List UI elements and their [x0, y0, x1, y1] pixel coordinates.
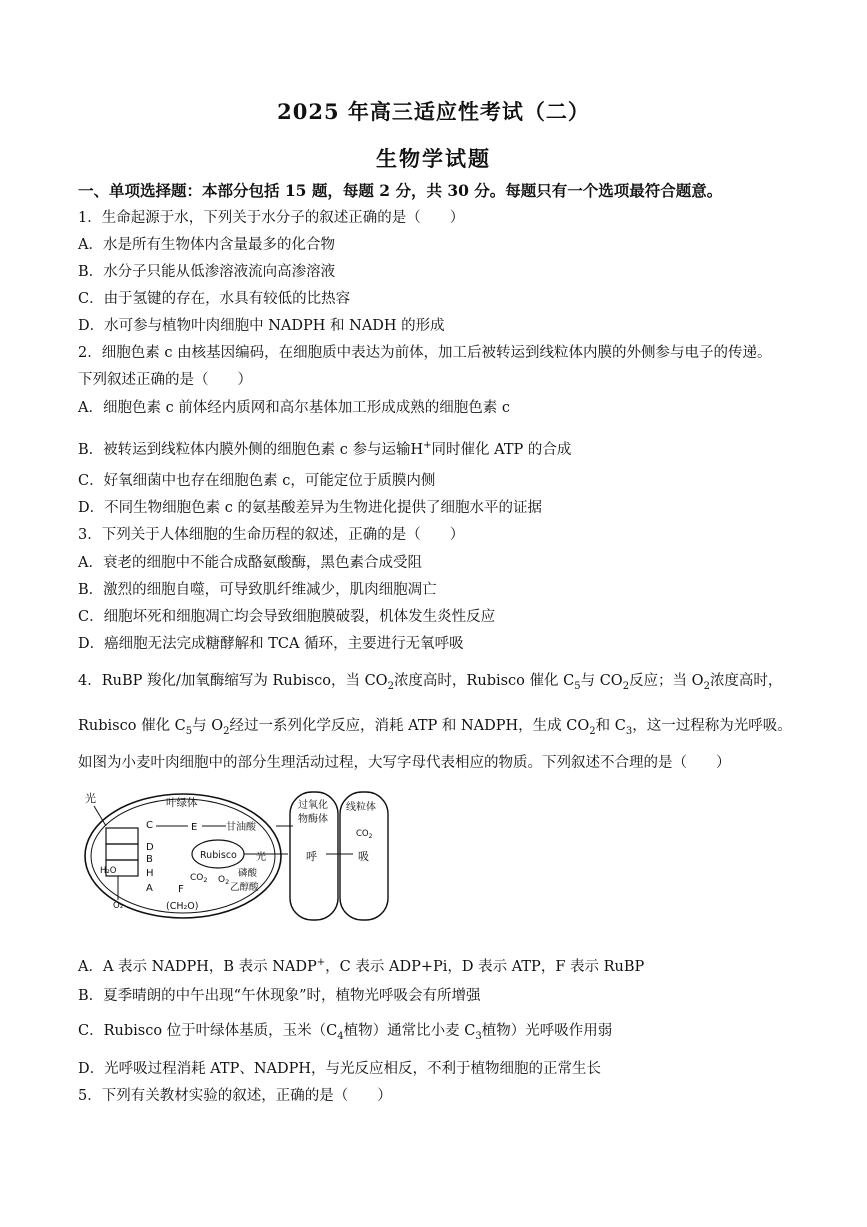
q4-c-text-2: 植物）通常比小麦 C — [343, 1023, 476, 1039]
q4-l2-text-3: 经过一系列化学反应，消耗 ATP 和 NADPH，生成 CO — [229, 718, 590, 734]
label-F: F — [178, 884, 184, 895]
light-label: 光 — [85, 792, 96, 805]
label-D: D — [146, 842, 154, 853]
q4-c-sub-1: 4 — [337, 1030, 344, 1042]
q4-a-sup: + — [316, 957, 326, 968]
q3-option-d: D．癌细胞无法完成糖酵解和 TCA 循环，主要进行无氧呼吸 — [78, 636, 464, 652]
peroxisome-label-2: 物酶体 — [298, 814, 328, 825]
cell-outer-membrane — [85, 794, 281, 918]
q4-l2-text-2: 与 O — [192, 718, 224, 734]
co2-label: $CO_2$ — [190, 873, 208, 884]
q4-l1-text-1: 4．RuBP 羧化/加氧酶缩写为 Rubisco，当 CO — [78, 673, 388, 689]
q4-l1-sub-3: 2 — [622, 680, 630, 692]
q2-option-b-h: H — [410, 441, 424, 458]
section-heading: 一、单项选择题：本部分包括 15 题，每题 2 分，共 30 分。每题只有一个选项最符合题意。 — [78, 181, 723, 200]
o2-label: $O_2$ — [218, 875, 230, 886]
q1-option-c: C．由于氢键的存在，水具有较低的比热容 — [78, 291, 351, 307]
peroxisome-label-1: 过氧化 — [298, 800, 328, 811]
q4-l2-sub-2: 2 — [223, 725, 230, 737]
q1-option-d: D．水可参与植物叶肉细胞中 NADPH 和 NADH 的形成 — [78, 318, 445, 334]
q4-l2-text-4: 和 C — [595, 718, 626, 734]
label-B: B — [146, 854, 153, 865]
q4-stem-line3: 如图为小麦叶肉细胞中的部分生理活动过程，大写字母代表相应的物质。下列叙述不合理的是（ ） — [78, 755, 731, 771]
q2-option-b-post: 同时催化 ATP 的合成 — [431, 441, 572, 458]
q1-option-b: B．水分子只能从低渗溶液流向高渗溶液 — [78, 264, 336, 280]
q2-stem-line1: 2．细胞色素 c 由核基因编码，在细胞质中表达为前体，加工后被转运到线粒体内膜的外侧参与电子的传递。 — [78, 345, 772, 361]
q4-l1-sub-2: 5 — [574, 680, 581, 692]
q4-l2-sub-4: 3 — [625, 725, 633, 737]
q4-option-a — [78, 953, 838, 977]
light-label-2: 光 — [256, 852, 266, 863]
q4-l2-sub-3: 2 — [589, 725, 596, 737]
q4-l1-sub-4: 2 — [703, 680, 710, 692]
label-A: A — [146, 883, 153, 894]
glyceric-acid-label: 甘油酸 — [226, 822, 256, 833]
mitochondrion-label: 线粒体 — [346, 802, 376, 813]
q4-stem-line1 — [78, 671, 838, 697]
label-C: C — [146, 820, 153, 831]
q5-stem: 5．下列有关教材实验的叙述，正确的是（ ） — [78, 1088, 392, 1104]
exam-title: 2025 年高三适应性考试（二） — [277, 99, 590, 124]
phospho-label: 磷酸 — [238, 868, 258, 879]
q4-l2-text-5: ，这一过程称为光呼吸。 — [632, 718, 792, 734]
q3-stem: 3．下列关于人体细胞的生命历程的叙述，正确的是（ ） — [78, 527, 465, 543]
q4-stem-line2 — [78, 716, 838, 742]
q4-option-c — [78, 1021, 838, 1047]
q2-option-b-plus: + — [423, 440, 432, 451]
mito-co2-label: $CO_2$ — [356, 829, 373, 840]
q4-l2-text-1: Rubisco 催化 C — [78, 718, 186, 734]
q4-c-text-1: C．Rubisco 位于叶绿体基质，玉米（C — [78, 1023, 338, 1039]
thylakoid-2 — [106, 844, 138, 860]
label-H: H — [146, 868, 154, 879]
ch2o-label: (CH₂O) — [166, 901, 199, 912]
q1-stem: 1．生命起源于水，下列关于水分子的叙述正确的是（ ） — [78, 210, 465, 226]
q2-option-b — [78, 436, 838, 460]
q2-stem-line2: 下列叙述正确的是（ ） — [78, 372, 252, 388]
q4-l1-text-4: 反应；当 O — [629, 673, 704, 689]
q4-option-d: D．光呼吸过程消耗 ATP、NADPH，与光反应相反，不利于植物细胞的正常生长 — [78, 1061, 602, 1077]
q1-option-a: A．水是所有生物体内含量最多的化合物 — [78, 237, 335, 253]
label-E: E — [191, 822, 198, 833]
q4-l1-text-5: 浓度高时， — [709, 673, 783, 689]
q4-l2-sub-1: 5 — [185, 725, 193, 737]
respiration-label-1: 呼 — [306, 850, 317, 863]
rubisco-label: Rubisco — [200, 850, 237, 861]
q3-option-c: C．细胞坏死和细胞凋亡均会导致细胞膜破裂，机体发生炎性反应 — [78, 609, 496, 625]
q4-option-b: B．夏季晴朗的中午出现“午休现象”时，植物光呼吸会有所增强 — [78, 988, 481, 1004]
q4-a-text-2: ，C 表示 ADP+Pi，D 表示 ATP，F 表示 RuBP — [325, 958, 645, 975]
q2-option-b-pre: B．被转运到线粒体内膜外侧的细胞色素 c 参与运输 — [78, 441, 411, 458]
q4-l1-text-2: 浓度高时，Rubisco 催化 C — [393, 673, 575, 689]
chloroplast-membrane — [91, 799, 275, 913]
h2o-label: H₂O — [100, 866, 117, 876]
q2-option-a: A．细胞色素 c 前体经内质网和高尔基体加工形成成熟的细胞色素 c — [78, 400, 511, 416]
q2-option-d: D．不同生物细胞色素 c 的氨基酸差异为生物进化提供了细胞水平的证据 — [78, 500, 542, 516]
q4-a-text-1: A．A 表示 NADPH，B 表示 NADP — [78, 958, 317, 975]
q3-option-b: B．激烈的细胞自噬，可导致肌纤维减少，肌肉细胞凋亡 — [78, 582, 437, 598]
glycolic-label: 乙醇酸 — [230, 882, 259, 893]
respiration-label-2: 吸 — [358, 850, 369, 863]
photorespiration-diagram — [78, 784, 398, 929]
q4-l1-text-3: 与 CO — [580, 673, 623, 689]
q2-option-c: C．好氧细菌中也存在细胞色素 c，可能定位于质膜内侧 — [78, 473, 436, 489]
exam-subject-title: 生物学试题 — [376, 146, 491, 171]
chloroplast-label: 叶绿体 — [166, 797, 198, 809]
o2-out-label: O₂ — [113, 901, 124, 911]
q3-option-a: A．衰老的细胞中不能合成酪氨酸酶，黑色素合成受阻 — [78, 555, 422, 571]
thylakoid-1 — [106, 828, 138, 844]
q4-c-text-3: 植物）光呼吸作用弱 — [481, 1023, 613, 1039]
q4-c-sub-2: 3 — [475, 1030, 482, 1042]
q4-l1-sub-1: 2 — [387, 680, 394, 692]
